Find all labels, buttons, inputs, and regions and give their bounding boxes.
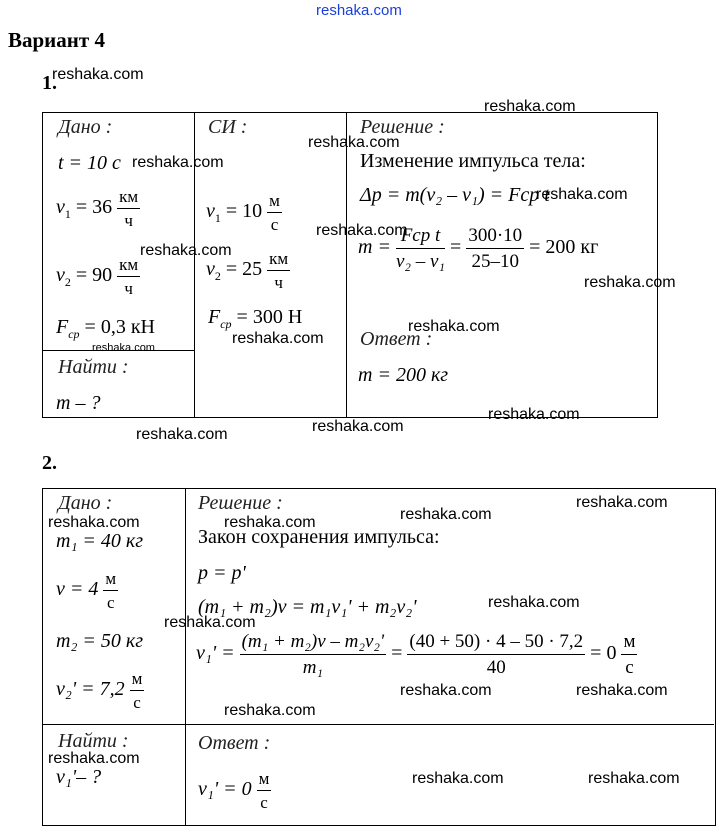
watermark: reshaka.com (536, 186, 628, 203)
watermark: reshaka.com (312, 418, 404, 435)
p1-solution-line2: Δp = m(v₂ – v₁) = Fср t (360, 184, 550, 206)
problem-2-number: 2. (42, 452, 57, 474)
p1-v2-symbol: v (56, 264, 65, 287)
p2-answer-unit-num: м (257, 770, 272, 791)
p2-v-unit (103, 570, 118, 611)
p1-formula-eq: = (450, 236, 462, 259)
p2-v2-unit-num: м (130, 670, 145, 691)
p1-given-v2 (56, 256, 140, 297)
watermark: reshaka.com (576, 682, 668, 699)
p1-frac2-den: 25–10 (471, 251, 519, 272)
p2-v-value: v = 4 (56, 578, 99, 601)
p1-si-force-symbol: F (208, 306, 221, 328)
p2-find-header: Найти : (58, 730, 129, 752)
p2-frac2-den: 40 (486, 657, 506, 678)
watermark: reshaka.com (584, 274, 676, 291)
p1-answer-header: Ответ : (360, 328, 433, 350)
p1-formula-frac2 (466, 226, 524, 271)
p1-si-force (208, 306, 302, 332)
p2-solution-line2: p = p' (198, 562, 246, 584)
watermark: reshaka.com (400, 506, 492, 523)
p2-formula-unit (621, 632, 637, 677)
p1-si-v2-unit (267, 250, 290, 291)
p1-solution-line1: Изменение импульса тела: (360, 150, 586, 172)
watermark: reshaka.com (488, 594, 580, 611)
p2-solution-line1: Закон сохранения импульса: (198, 526, 440, 548)
watermark: reshaka.com (48, 514, 140, 531)
p1-given-t-text: t = 10 с (58, 152, 121, 174)
p1-si-v1-sub: 1 (214, 211, 221, 226)
watermark: reshaka.com (132, 154, 224, 171)
p1-si-v2-unit-num: км (267, 250, 290, 271)
p1-si-v2-value: = 25 (220, 258, 263, 281)
watermark: reshaka.com (308, 134, 400, 151)
watermark: reshaka.com (488, 406, 580, 423)
watermark: reshaka.com (224, 702, 316, 719)
p2-solution-formula (196, 632, 637, 677)
p2-v-unit-num: м (103, 570, 118, 591)
p1-given-t (58, 152, 121, 175)
p2-frac1-num: (m₁ + m₂)v – m₂v₂' (240, 632, 387, 655)
watermark: reshaka.com (316, 222, 408, 239)
p2-given-v (56, 570, 118, 611)
watermark: reshaka.com (164, 614, 256, 631)
p1-frac2-num: 300·10 (466, 226, 524, 249)
problem-2-find-divider (42, 724, 186, 725)
watermark: reshaka.com (484, 98, 576, 115)
p2-solution-header: Решение : (198, 492, 283, 514)
watermark: reshaka.com (588, 770, 680, 787)
p1-find: m – ? (56, 392, 101, 414)
p1-v2-sub: 2 (64, 275, 71, 290)
p2-frac2-num: (40 + 50) · 4 – 50 · 7,2 (407, 632, 585, 655)
watermark: reshaka.com (232, 330, 324, 347)
p2-formula-result: = 0 (590, 642, 617, 665)
p1-si-force-value: = 300 Н (231, 306, 303, 328)
p1-v2-unit (117, 256, 140, 297)
p1-solution-header: Решение : (360, 116, 445, 138)
p1-v1-symbol: v (56, 196, 65, 219)
p1-si-v2-symbol: v (206, 258, 215, 281)
p1-formula-lhs: m = (358, 236, 391, 259)
p2-formula-lhs: v₁' = (196, 642, 235, 665)
p2-formula-frac1 (240, 632, 387, 677)
problem-1-divider-2 (346, 112, 347, 417)
p1-force-value: = 0,3 кН (79, 316, 155, 338)
variant-heading: Вариант 4 (8, 28, 105, 52)
p1-given-header: Дано : (58, 116, 113, 138)
watermark: reshaka.com (48, 750, 140, 767)
site-link[interactable]: reshaka.com (316, 2, 402, 19)
watermark: reshaka.com (400, 682, 492, 699)
p1-formula-result: = 200 кг (529, 236, 599, 259)
p2-answer-header: Ответ : (198, 732, 271, 754)
p1-v1-unit (117, 188, 140, 229)
p1-v1-sub: 1 (64, 207, 71, 222)
p1-si-force-sub: ср (220, 317, 232, 331)
p1-force-symbol: F (56, 316, 69, 338)
p1-si-v1-unit-num: м (267, 192, 282, 213)
p2-frac1-den: m₁ (302, 657, 324, 678)
p2-v-unit-den: с (106, 593, 115, 612)
p2-given-m2: m₂ = 50 кг (56, 630, 144, 652)
p1-frac1-den: v₂ – v₁ (395, 251, 446, 272)
p2-answer-unit-den: с (260, 793, 268, 812)
p2-answer (198, 770, 271, 811)
problem-2-divider (185, 488, 186, 825)
p1-v1-unit-num: км (117, 188, 140, 209)
p1-v1-unit-den: ч (124, 211, 133, 230)
p1-frac1-num: Fср t (396, 226, 445, 249)
p1-si-v1-unit (267, 192, 282, 233)
p2-formula-unit-num: м (621, 632, 637, 655)
p2-answer-unit (257, 770, 272, 811)
problem-1-number: 1. (42, 72, 57, 94)
p1-v1-value: = 36 (70, 196, 113, 219)
p2-v2-unit-den: с (133, 693, 141, 712)
watermark: reshaka.com (136, 426, 228, 443)
p2-v2-unit (130, 670, 145, 711)
p2-find: v₁'– ? (56, 766, 102, 788)
p1-si-v2-sub: 2 (214, 269, 221, 284)
p1-given-force (56, 316, 155, 342)
p2-v2-value: v₂' = 7,2 (56, 678, 125, 701)
p1-si-v1-value: = 10 (220, 200, 263, 223)
watermark: reshaka.com (576, 494, 668, 511)
p2-given-header: Дано : (58, 492, 113, 514)
p1-force-sub: ср (68, 327, 80, 341)
p1-si-v1 (206, 192, 282, 233)
p1-v2-unit-den: ч (124, 279, 133, 298)
watermark-small: reshaka.com (92, 342, 155, 354)
problem-2-answer-divider (186, 724, 714, 725)
p1-given-v1 (56, 188, 140, 229)
p1-v2-value: = 90 (70, 264, 113, 287)
p2-formula-frac2 (407, 632, 585, 677)
watermark: reshaka.com (52, 66, 144, 83)
p1-si-header: СИ : (208, 116, 248, 138)
p1-answer: m = 200 кг (358, 364, 449, 386)
p1-si-v1-symbol: v (206, 200, 215, 223)
watermark: reshaka.com (140, 242, 232, 259)
p2-given-v2 (56, 670, 144, 711)
p1-si-v2-unit-den: ч (274, 273, 283, 292)
p2-formula-eq: = (391, 642, 403, 665)
watermark: reshaka.com (224, 514, 316, 531)
p2-formula-unit-den: с (625, 657, 634, 678)
p2-given-m1: m₁ = 40 кг (56, 530, 144, 552)
watermark: reshaka.com (408, 318, 500, 335)
p1-si-v1-unit-den: с (270, 215, 279, 234)
p1-v2-unit-num: км (117, 256, 140, 277)
p2-solution-line3: (m₁ + m₂)v = m₁v₁' + m₂v₂' (198, 596, 417, 618)
watermark: reshaka.com (412, 770, 504, 787)
p1-find-header: Найти : (58, 356, 129, 378)
p2-answer-value: v₁' = 0 (198, 778, 252, 801)
